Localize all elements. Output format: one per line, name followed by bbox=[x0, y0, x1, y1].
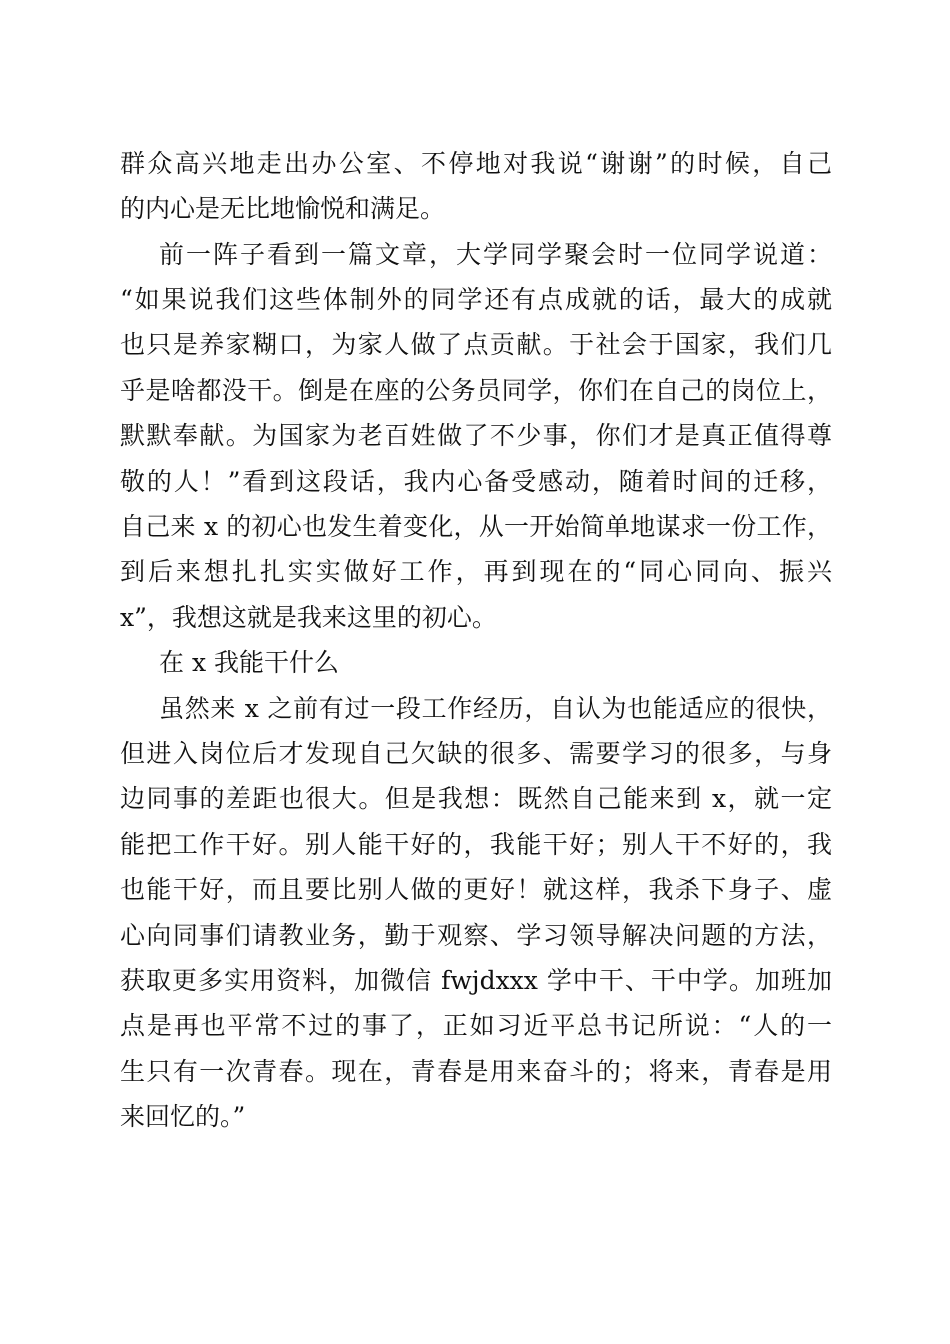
paragraph-line: 获取更多实用资料，加微信 fwjdxxx 学中干、干中学。加班加 bbox=[120, 966, 832, 995]
paragraph-line: 的内心是无比地愉悦和满足。 bbox=[120, 194, 446, 223]
paragraph-line: 也能干好，而且要比别人做的更好！就这样，我杀下身子、虚 bbox=[120, 875, 832, 904]
paragraph-line: 群众高兴地走出办公室、不停地对我说“谢谢”的时候，自己 bbox=[120, 149, 832, 178]
paragraph-line: 默默奉献。为国家为老百姓做了不少事，你们才是真正值得尊 bbox=[120, 421, 832, 450]
paragraph-line: x”，我想这就是我来这里的初心。 bbox=[120, 603, 497, 632]
paragraph-line: 能把工作干好。别人能干好的，我能干好；别人干不好的，我 bbox=[120, 830, 832, 859]
paragraph-line: 敬的人！”看到这段话，我内心备受感动，随着时间的迁移， bbox=[120, 467, 832, 496]
paragraph-line: 边同事的差距也很大。但是我想：既然自己能来到 x，就一定 bbox=[120, 784, 832, 813]
paragraph-line: 生只有一次青春。现在，青春是用来奋斗的；将来，青春是用 bbox=[120, 1057, 832, 1086]
paragraph-line: 来回忆的。” bbox=[120, 1102, 246, 1131]
paragraph-line: 乎是啥都没干。倒是在座的公务员同学，你们在自己的岗位上， bbox=[120, 376, 832, 405]
paragraph-line: 自己来 x 的初心也发生着变化，从一开始简单地谋求一份工作， bbox=[120, 512, 832, 541]
paragraph-line: 但进入岗位后才发现自己欠缺的很多、需要学习的很多，与身 bbox=[120, 739, 832, 768]
paragraph-line: 也只是养家糊口，为家人做了点贡献。于社会于国家，我们几 bbox=[120, 330, 832, 359]
paragraph-line: 虽然来 x 之前有过一段工作经历，自认为也能适应的很快， bbox=[159, 694, 832, 723]
paragraph-line: 点是再也平常不过的事了，正如习近平总书记所说：“人的一 bbox=[120, 1011, 832, 1040]
paragraph-line: “如果说我们这些体制外的同学还有点成就的话，最大的成就 bbox=[120, 285, 832, 314]
paragraph-line: 前一阵子看到一篇文章，大学同学聚会时一位同学说道： bbox=[159, 240, 832, 269]
section-heading: 在 x 我能干什么 bbox=[159, 648, 339, 677]
paragraph-line: 心向同事们请教业务，勤于观察、学习领导解决问题的方法， bbox=[120, 921, 832, 950]
paragraph-line: 到后来想扎扎实实做好工作，再到现在的“同心同向、振兴 bbox=[120, 557, 832, 586]
